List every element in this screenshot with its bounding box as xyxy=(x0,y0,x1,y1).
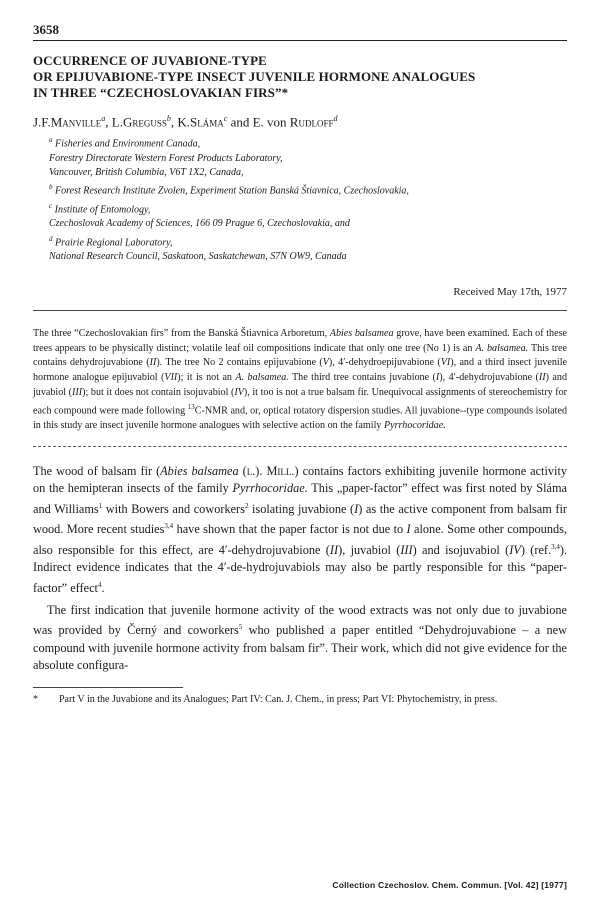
title-line-3: IN THREE “CZECHOSLOVAKIAN FIRS”* xyxy=(33,85,289,100)
affiliation-line: $^b$ Forest Research Institute Zvolen, Experiment Station Banská Štiavnica, Czechoslovakia, xyxy=(49,183,409,197)
affiliation-line: Czechoslovak Academy of Sciences, 166 09 Prague 6, Czechoslovakia, and xyxy=(49,218,350,230)
author-3-sup: c xyxy=(223,114,228,123)
affiliation-line: Vancouver, British Columbia, V6T 1X2, Canada, xyxy=(49,167,244,179)
paper-page xyxy=(33,22,567,707)
author-2: L.Greguss xyxy=(111,114,167,130)
author-1-sup: a xyxy=(101,114,106,123)
author-1: J.F.Manville xyxy=(33,114,102,130)
affiliation-line: Forestry Directorate Western Forest Products Laboratory, xyxy=(49,152,283,164)
affiliation-line: $^c$ Institute of Entomology, xyxy=(49,201,151,216)
abstract-bottom-rule xyxy=(33,446,567,447)
author-and: and E. von xyxy=(230,114,287,130)
author-4: Rudloff xyxy=(289,114,334,130)
footnote-text: Part V in the Juvabione and its Analogues; Part IV: Can. J. Chem., in press; Part VI: Phytochemistry, in press. xyxy=(59,693,498,705)
received-date: Received May 17th, 1977 xyxy=(453,286,567,299)
paper-title xyxy=(33,53,567,101)
author-list: J.F.Manville$^a$, L.Greguss$^b$, K.Sláma$^c$ and E. von Rudloff$^d$ xyxy=(33,114,338,130)
body-text xyxy=(33,463,567,675)
top-rule xyxy=(33,40,567,41)
journal-citation: Collection Czechoslov. Chem. Commun. [Vol. 42] [1977] xyxy=(332,880,567,890)
page-number: 3658 xyxy=(33,22,59,37)
affiliation-line: $^a$ Fisheries and Environment Canada, xyxy=(49,136,201,150)
author-4-sup: d xyxy=(333,114,338,123)
paragraph-1: The wood of balsam fir (Abies balsamea (l.). Mill.) contains factors exhibiting juvenile hormone activity on the hemipteran insects of the family Pyrrhocoridae. This „paper-factor” effect was first noted by Sláma and Williams$^1$ with Bowers and coworkers$^2$ isolating juvabione (I) as the active component from balsam fir wood. More recent studies$^{3,4}$ have shown that the paper factor is not due to I alone. Some other compounds, also responsible for this effect, are 4′-dehydrojuvabione (II), juvabiol (III) and isojuvabiol (IV) (ref.$^{3,4}$). Indirect evidence indicates that the 4′-de-hydrojuvabiols may also be partly responsible for this “paper-factor” effect$^4$. xyxy=(33,463,568,595)
title-line-1: OCCURRENCE OF JUVABIONE-TYPE xyxy=(33,53,267,68)
affiliation-line: National Research Council, Saskatoon, Saskatchewan, S7N OW9, Canada xyxy=(49,251,347,263)
affiliation-line: $^d$ Prairie Regional Laboratory, xyxy=(49,234,173,248)
title-line-2: OR EPIJUVABIONE-TYPE INSECT JUVENILE HORMONE ANALOGUES xyxy=(33,69,476,84)
paragraph-2: The first indication that juvenile hormone activity of the wood extracts was not only due to juvabione was provided by Černý and coworkers$^5$ who published a paper entitled “Dehydrojuvabione – a new compound with juvenile hormone activity from balsam fir”. Their work, which did not give evidence for the absolute configura- xyxy=(33,603,567,673)
author-3: K.Sláma xyxy=(177,114,224,130)
affiliations xyxy=(33,133,567,264)
footnote-rule xyxy=(33,687,183,688)
abstract-top-rule xyxy=(33,310,567,311)
abstract: The three “Czechoslovakian firs” from the Banská Štiavnica Arboretum, Abies balsamea grove, have been examined. Each of these trees appears to be physically distinct; volatile leaf oil compositions indicate that only one tree (No 1) is an A. balsamea. This tree contains dehydrojuvabione (II). The tree No 2 contains epijuvabione (V), 4′-dehydroepijuvabione (VI), and a third insect juvenile hormone analogue epijuvabiol (VII); it is not an A. balsamea. The third tree contains juvabione (I), 4′-dehydrojuvabione (II) and juvabiol (III); but it does not contain isojuvabiol (IV), it too is not a true balsam fir. Unequivocal assignments of stereochemistry for each compound were made following $^{13}$C-NMR and, or, optical rotatory dispersion studies. All juvabione--type compounds isolated in this study are insect juvenile hormone analogues with selective action on the family Pyrrhocoridae. xyxy=(33,328,568,432)
footnote-marker: * xyxy=(33,693,38,705)
footnote xyxy=(33,692,567,707)
author-2-sup: b xyxy=(166,114,171,123)
